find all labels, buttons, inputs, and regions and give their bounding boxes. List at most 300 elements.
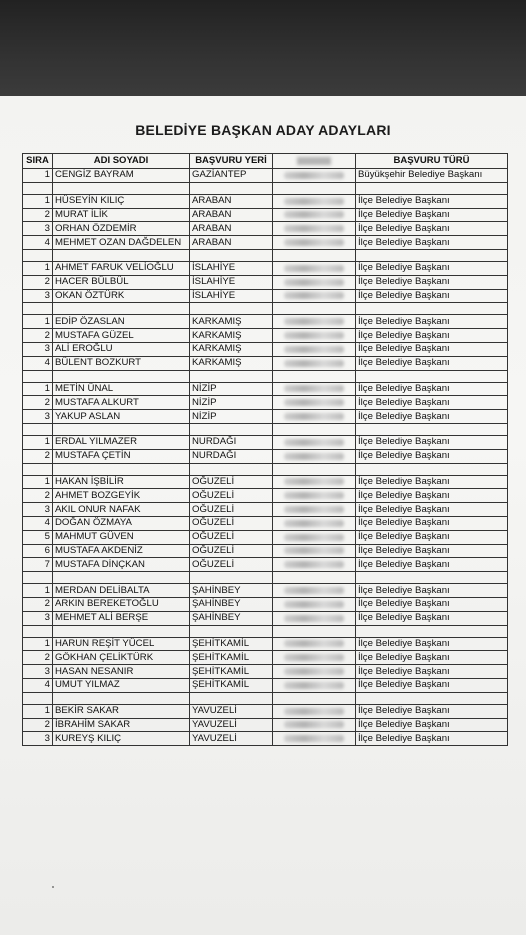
row-number: 1 — [23, 169, 53, 183]
spacer-row — [23, 625, 508, 637]
redaction-blur — [284, 399, 344, 406]
application-place: KARKAMIŞ — [190, 315, 273, 329]
application-type: İlçe Belediye Başkanı — [356, 289, 508, 303]
application-place: OĞUZELİ — [190, 544, 273, 558]
table-row — [23, 236, 508, 250]
application-place: KARKAMIŞ — [190, 329, 273, 343]
redaction-blur — [284, 453, 344, 460]
candidate-table — [22, 153, 508, 746]
application-type: İlçe Belediye Başkanı — [356, 435, 508, 449]
table-body — [23, 169, 508, 746]
row-number: 1 — [23, 475, 53, 489]
application-place: ARABAN — [190, 208, 273, 222]
table-row — [23, 449, 508, 463]
redaction-blur — [284, 654, 344, 661]
application-type: İlçe Belediye Başkanı — [356, 503, 508, 517]
table-row — [23, 503, 508, 517]
row-number: 2 — [23, 449, 53, 463]
application-type: Büyükşehir Belediye Başkanı — [356, 169, 508, 183]
spacer-cell — [273, 370, 356, 382]
row-number: 3 — [23, 410, 53, 424]
redaction-blur — [284, 385, 344, 392]
redacted-cell — [273, 516, 356, 530]
redaction-blur — [284, 265, 344, 272]
application-place: OĞUZELİ — [190, 516, 273, 530]
spacer-cell — [273, 692, 356, 704]
spacer-cell — [53, 625, 190, 637]
row-number: 1 — [23, 704, 53, 718]
redacted-cell — [273, 261, 356, 275]
table-row — [23, 637, 508, 651]
redacted-cell — [273, 678, 356, 692]
redacted-cell — [273, 584, 356, 598]
spacer-cell — [53, 303, 190, 315]
application-type: İlçe Belediye Başkanı — [356, 558, 508, 572]
application-type: İlçe Belediye Başkanı — [356, 382, 508, 396]
redaction-blur — [284, 172, 344, 179]
application-type: İlçe Belediye Başkanı — [356, 222, 508, 236]
row-number: 2 — [23, 489, 53, 503]
redaction-blur — [284, 225, 344, 232]
spacer-cell — [53, 249, 190, 261]
application-type: İlçe Belediye Başkanı — [356, 637, 508, 651]
application-type: İlçe Belediye Başkanı — [356, 329, 508, 343]
candidate-name: MUSTAFA ALKURT — [53, 396, 190, 410]
candidate-name: MEHMET ALİ BERŞE — [53, 611, 190, 625]
application-place: OĞUZELİ — [190, 530, 273, 544]
spacer-row — [23, 572, 508, 584]
candidate-name: AHMET FARUK VELİOĞLU — [53, 261, 190, 275]
redaction-blur — [284, 668, 344, 675]
application-place: ŞEHİTKAMİL — [190, 637, 273, 651]
candidate-name: MUSTAFA DİNÇKAN — [53, 558, 190, 572]
redaction-blur — [284, 439, 344, 446]
application-place: OĞUZELİ — [190, 475, 273, 489]
application-place: İSLAHİYE — [190, 289, 273, 303]
spacer-cell — [190, 370, 273, 382]
redacted-cell — [273, 637, 356, 651]
application-place: NURDAĞI — [190, 435, 273, 449]
table-row — [23, 611, 508, 625]
row-number: 4 — [23, 356, 53, 370]
spacer-cell — [23, 303, 53, 315]
application-type: İlçe Belediye Başkanı — [356, 651, 508, 665]
candidate-name: MURAT İLİK — [53, 208, 190, 222]
redacted-cell — [273, 329, 356, 343]
table-row — [23, 410, 508, 424]
spacer-cell — [273, 182, 356, 194]
application-type: İlçe Belediye Başkanı — [356, 410, 508, 424]
candidate-name: ARKIN BEREKETOĞLU — [53, 597, 190, 611]
application-place: ARABAN — [190, 194, 273, 208]
spacer-cell — [53, 463, 190, 475]
spacer-cell — [273, 303, 356, 315]
row-number: 1 — [23, 315, 53, 329]
spacer-cell — [356, 303, 508, 315]
row-number: 1 — [23, 261, 53, 275]
application-type: İlçe Belediye Başkanı — [356, 530, 508, 544]
candidate-name: MAHMUT GÜVEN — [53, 530, 190, 544]
redacted-cell — [273, 208, 356, 222]
spacer-cell — [190, 249, 273, 261]
candidate-name: HASAN NESANIR — [53, 665, 190, 679]
application-place: GAZİANTEP — [190, 169, 273, 183]
row-number: 1 — [23, 637, 53, 651]
table-row — [23, 289, 508, 303]
application-type: İlçe Belediye Başkanı — [356, 544, 508, 558]
spacer-cell — [190, 572, 273, 584]
redaction-blur — [284, 360, 344, 367]
candidate-name: BEKİR SAKAR — [53, 704, 190, 718]
candidate-name: YAKUP ASLAN — [53, 410, 190, 424]
spacer-cell — [53, 692, 190, 704]
redacted-cell — [273, 597, 356, 611]
redaction-blur — [284, 547, 344, 554]
spacer-cell — [53, 370, 190, 382]
table-row — [23, 651, 508, 665]
candidate-name: MUSTAFA AKDENİZ — [53, 544, 190, 558]
redaction-blur — [284, 506, 344, 513]
spacer-cell — [23, 370, 53, 382]
page-title: BELEDİYE BAŞKAN ADAY ADAYLARI — [135, 122, 391, 138]
spacer-row — [23, 370, 508, 382]
application-place: ŞAHİNBEY — [190, 611, 273, 625]
row-number: 2 — [23, 597, 53, 611]
redaction-blur — [284, 615, 344, 622]
spacer-cell — [356, 423, 508, 435]
spacer-cell — [23, 249, 53, 261]
redaction-blur — [284, 708, 344, 715]
candidate-name: MERDAN DELİBALTA — [53, 584, 190, 598]
redacted-cell — [273, 169, 356, 183]
spacer-cell — [190, 692, 273, 704]
redaction-blur — [284, 640, 344, 647]
application-place: OĞUZELİ — [190, 489, 273, 503]
spacer-cell — [23, 625, 53, 637]
application-place: YAVUZELİ — [190, 704, 273, 718]
candidate-name: ALİ EROĞLU — [53, 342, 190, 356]
table-header-row — [23, 154, 508, 169]
application-place: KARKAMIŞ — [190, 342, 273, 356]
application-place: İSLAHİYE — [190, 275, 273, 289]
redaction-blur — [284, 198, 344, 205]
table-row — [23, 544, 508, 558]
application-type: İlçe Belediye Başkanı — [356, 275, 508, 289]
candidate-name: İBRAHİM SAKAR — [53, 718, 190, 732]
row-number: 3 — [23, 611, 53, 625]
spacer-cell — [273, 423, 356, 435]
redaction-blur — [284, 292, 344, 299]
redacted-cell — [273, 489, 356, 503]
application-type: İlçe Belediye Başkanı — [356, 732, 508, 746]
application-place: ARABAN — [190, 222, 273, 236]
spacer-cell — [356, 625, 508, 637]
redaction-blur — [284, 601, 344, 608]
redacted-cell — [273, 222, 356, 236]
spacer-cell — [190, 303, 273, 315]
table-row — [23, 222, 508, 236]
redaction-blur — [284, 318, 344, 325]
redacted-cell — [273, 356, 356, 370]
spacer-cell — [23, 572, 53, 584]
application-type: İlçe Belediye Başkanı — [356, 396, 508, 410]
redacted-cell — [273, 275, 356, 289]
row-number: 7 — [23, 558, 53, 572]
spacer-cell — [190, 182, 273, 194]
candidate-name: HARUN REŞİT YÜCEL — [53, 637, 190, 651]
application-place: ARABAN — [190, 236, 273, 250]
table-row — [23, 342, 508, 356]
row-number: 3 — [23, 289, 53, 303]
application-type: İlçe Belediye Başkanı — [356, 449, 508, 463]
table-row — [23, 732, 508, 746]
spacer-row — [23, 182, 508, 194]
application-type: İlçe Belediye Başkanı — [356, 611, 508, 625]
candidate-name: BÜLENT BOZKURT — [53, 356, 190, 370]
header-type: BAŞVURU TÜRÜ — [356, 154, 508, 169]
redacted-cell — [273, 342, 356, 356]
table-row — [23, 704, 508, 718]
header-place: BAŞVURU YERİ — [190, 154, 273, 169]
redaction-blur — [284, 211, 344, 218]
redaction-blur — [284, 332, 344, 339]
spacer-cell — [356, 370, 508, 382]
application-place: ŞEHİTKAMİL — [190, 651, 273, 665]
redacted-cell — [273, 410, 356, 424]
application-type: İlçe Belediye Başkanı — [356, 194, 508, 208]
candidate-name: CENGİZ BAYRAM — [53, 169, 190, 183]
desk-background — [0, 0, 526, 100]
redaction-blur — [284, 587, 344, 594]
application-place: ŞEHİTKAMİL — [190, 678, 273, 692]
candidate-name: EDİP ÖZASLAN — [53, 315, 190, 329]
redacted-cell — [273, 236, 356, 250]
table-row — [23, 315, 508, 329]
spacer-cell — [356, 572, 508, 584]
application-place: NİZİP — [190, 410, 273, 424]
redacted-cell — [273, 704, 356, 718]
spacer-cell — [190, 423, 273, 435]
row-number: 3 — [23, 222, 53, 236]
candidate-name: ERDAL YILMAZER — [53, 435, 190, 449]
spacer-cell — [23, 463, 53, 475]
redaction-blur — [284, 239, 344, 246]
candidate-name: UMUT YILMAZ — [53, 678, 190, 692]
application-type: İlçe Belediye Başkanı — [356, 597, 508, 611]
spacer-cell — [356, 463, 508, 475]
table-row — [23, 169, 508, 183]
redaction-blur — [284, 413, 344, 420]
table-row — [23, 329, 508, 343]
redacted-cell — [273, 475, 356, 489]
application-place: İSLAHİYE — [190, 261, 273, 275]
candidate-name: AHMET BOZGEYİK — [53, 489, 190, 503]
spacer-cell — [356, 249, 508, 261]
table-row — [23, 382, 508, 396]
application-place: YAVUZELİ — [190, 732, 273, 746]
redacted-cell — [273, 732, 356, 746]
application-type: İlçe Belediye Başkanı — [356, 584, 508, 598]
table-row — [23, 489, 508, 503]
redaction-blur — [284, 735, 344, 742]
redaction-blur — [284, 534, 344, 541]
application-place: OĞUZELİ — [190, 503, 273, 517]
redaction-blur — [284, 561, 344, 568]
candidate-name: HAKAN İŞBİLİR — [53, 475, 190, 489]
spacer-cell — [356, 182, 508, 194]
table-row — [23, 261, 508, 275]
redacted-cell — [273, 665, 356, 679]
spacer-cell — [273, 249, 356, 261]
row-number: 1 — [23, 382, 53, 396]
application-type: İlçe Belediye Başkanı — [356, 315, 508, 329]
spacer-cell — [190, 625, 273, 637]
application-type: İlçe Belediye Başkanı — [356, 516, 508, 530]
application-type: İlçe Belediye Başkanı — [356, 236, 508, 250]
table-row — [23, 475, 508, 489]
application-type: İlçe Belediye Başkanı — [356, 356, 508, 370]
spacer-cell — [273, 625, 356, 637]
row-number: 2 — [23, 718, 53, 732]
spacer-cell — [53, 423, 190, 435]
redacted-cell — [273, 530, 356, 544]
spacer-cell — [53, 572, 190, 584]
candidate-name: GÖKHAN ÇELİKTÜRK — [53, 651, 190, 665]
redaction-blur — [284, 682, 344, 689]
spacer-cell — [53, 182, 190, 194]
application-place: NİZİP — [190, 396, 273, 410]
spacer-cell — [190, 463, 273, 475]
header-name: ADI SOYADI — [53, 154, 190, 169]
candidate-name: DOĞAN ÖZMAYA — [53, 516, 190, 530]
table-row — [23, 530, 508, 544]
redacted-cell — [273, 315, 356, 329]
row-number: 4 — [23, 236, 53, 250]
row-number: 3 — [23, 503, 53, 517]
candidate-name: OKAN ÖZTÜRK — [53, 289, 190, 303]
table-row — [23, 435, 508, 449]
row-number: 6 — [23, 544, 53, 558]
application-place: OĞUZELİ — [190, 558, 273, 572]
table-row — [23, 208, 508, 222]
spacer-cell — [23, 182, 53, 194]
application-place: YAVUZELİ — [190, 718, 273, 732]
row-number: 2 — [23, 329, 53, 343]
redacted-cell — [273, 544, 356, 558]
candidate-name: HÜSEYİN KILIÇ — [53, 194, 190, 208]
redacted-cell — [273, 611, 356, 625]
application-type: İlçe Belediye Başkanı — [356, 678, 508, 692]
table-row — [23, 516, 508, 530]
spacer-cell — [273, 572, 356, 584]
row-number: 3 — [23, 732, 53, 746]
spacer-row — [23, 249, 508, 261]
table-row — [23, 356, 508, 370]
candidate-name: AKIL ONUR NAFAK — [53, 503, 190, 517]
redacted-cell — [273, 396, 356, 410]
spacer-row — [23, 692, 508, 704]
row-number: 1 — [23, 584, 53, 598]
row-number: 2 — [23, 208, 53, 222]
table-row — [23, 597, 508, 611]
row-number: 5 — [23, 530, 53, 544]
header-sira: SIRA — [23, 154, 53, 169]
redacted-cell — [273, 194, 356, 208]
spacer-cell — [273, 463, 356, 475]
application-type: İlçe Belediye Başkanı — [356, 704, 508, 718]
redacted-cell — [273, 289, 356, 303]
spacer-row — [23, 463, 508, 475]
candidate-name: METİN ÜNAL — [53, 382, 190, 396]
spacer-cell — [23, 692, 53, 704]
application-place: KARKAMIŞ — [190, 356, 273, 370]
table-row — [23, 396, 508, 410]
redaction-blur — [284, 346, 344, 353]
redacted-cell — [273, 435, 356, 449]
application-type: İlçe Belediye Başkanı — [356, 475, 508, 489]
table-row — [23, 584, 508, 598]
row-number: 1 — [23, 194, 53, 208]
redaction-blur — [284, 721, 344, 728]
row-number: 2 — [23, 275, 53, 289]
application-place: ŞAHİNBEY — [190, 584, 273, 598]
redacted-cell — [273, 651, 356, 665]
candidate-name: HACER BÜLBÜL — [53, 275, 190, 289]
candidate-name: MEHMET OZAN DAĞDELEN — [53, 236, 190, 250]
row-number: 2 — [23, 651, 53, 665]
candidate-name: KUREYŞ KILIÇ — [53, 732, 190, 746]
redacted-cell — [273, 718, 356, 732]
candidate-name: ORHAN ÖZDEMİR — [53, 222, 190, 236]
redaction-blur — [284, 492, 344, 499]
table-row — [23, 665, 508, 679]
row-number: 4 — [23, 678, 53, 692]
application-place: NİZİP — [190, 382, 273, 396]
row-number: 3 — [23, 342, 53, 356]
row-number: 4 — [23, 516, 53, 530]
application-place: NURDAĞI — [190, 449, 273, 463]
spacer-row — [23, 303, 508, 315]
spacer-row — [23, 423, 508, 435]
application-type: İlçe Belediye Başkanı — [356, 665, 508, 679]
application-place: ŞAHİNBEY — [190, 597, 273, 611]
redacted-header — [273, 154, 356, 169]
candidate-name: MUSTAFA ÇETİN — [53, 449, 190, 463]
application-place: ŞEHİTKAMİL — [190, 665, 273, 679]
table-row — [23, 194, 508, 208]
redacted-cell — [273, 449, 356, 463]
paper-speck — [52, 886, 54, 888]
row-number: 2 — [23, 396, 53, 410]
spacer-cell — [356, 692, 508, 704]
redacted-cell — [273, 558, 356, 572]
application-type: İlçe Belediye Başkanı — [356, 261, 508, 275]
redaction-blur — [284, 520, 344, 527]
application-type: İlçe Belediye Başkanı — [356, 342, 508, 356]
candidate-name: MUSTAFA GÜZEL — [53, 329, 190, 343]
redaction-blur — [284, 478, 344, 485]
table-row — [23, 678, 508, 692]
application-type: İlçe Belediye Başkanı — [356, 489, 508, 503]
table-row — [23, 558, 508, 572]
table-row — [23, 275, 508, 289]
application-type: İlçe Belediye Başkanı — [356, 208, 508, 222]
table-row — [23, 718, 508, 732]
row-number: 1 — [23, 435, 53, 449]
row-number: 3 — [23, 665, 53, 679]
redacted-cell — [273, 503, 356, 517]
application-type: İlçe Belediye Başkanı — [356, 718, 508, 732]
